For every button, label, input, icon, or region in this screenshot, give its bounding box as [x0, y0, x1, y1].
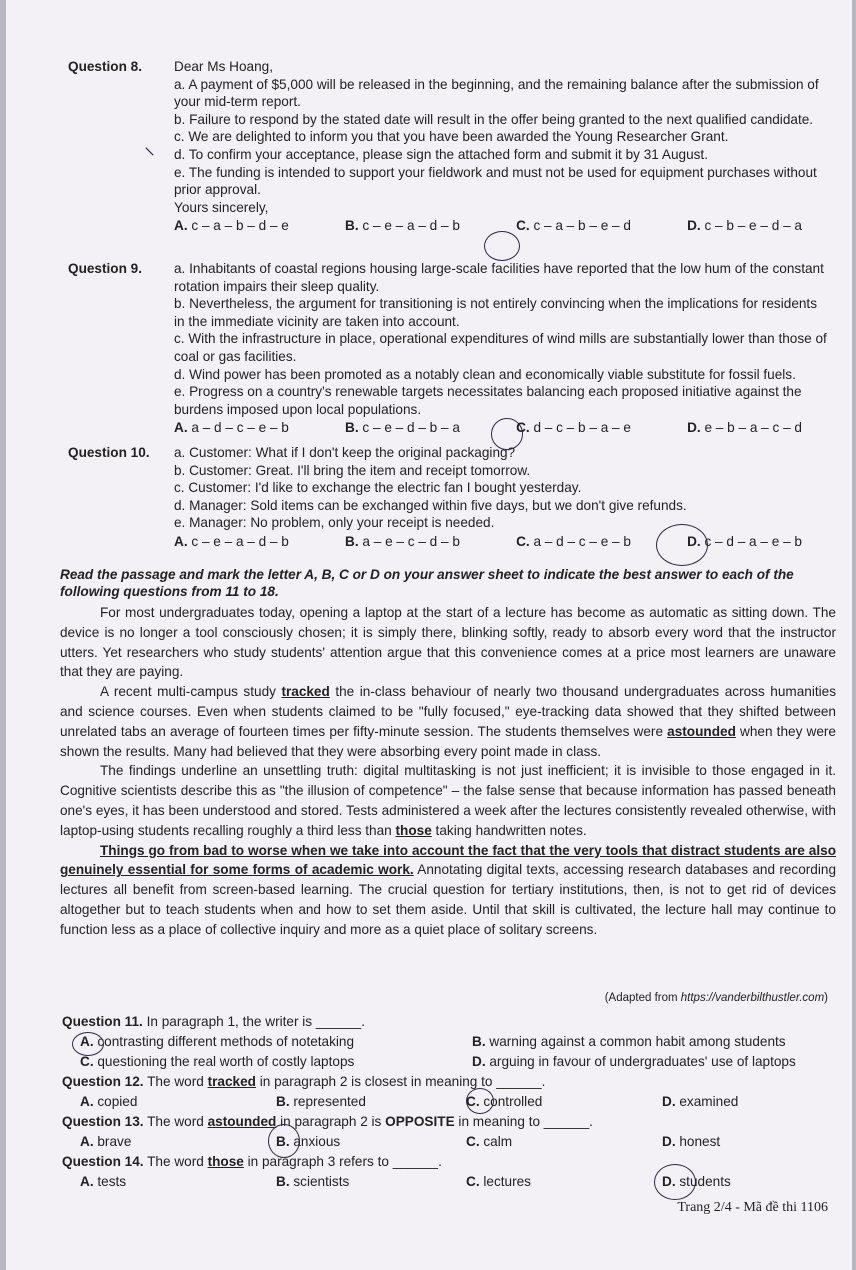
item-a: a. Customer: What if I don't keep the original packaging?	[174, 445, 516, 460]
option-b[interactable]: B. c – e – d – b – a	[345, 420, 460, 436]
pen-circle-q14	[654, 1164, 696, 1200]
question-12: Question 12. The word tracked in paragraph 2 is closest in meaning to ______.	[62, 1074, 546, 1089]
pen-circle-q10	[656, 524, 708, 566]
pen-circle-q11	[72, 1032, 104, 1056]
paragraph-1: For most undergraduates today, opening a laptop at the start of a lecture has become as automatic as sitting down. The device is no longer a tool consciously chosen; it is simply there, blinking softly, ready to absorb every word that the instructor utters. Yet researchers who study students' attention argue that this convenience comes at a price most learners are unaware that they are paying.	[60, 605, 836, 680]
option-a[interactable]: A. c – a – b – d – e	[174, 218, 289, 234]
q13-options	[62, 1132, 842, 1152]
keyword-those: those	[395, 822, 432, 838]
source-url: https://vanderbilthustler.com	[680, 992, 825, 1004]
q14-options	[62, 1172, 842, 1192]
q11-options	[62, 1032, 842, 1072]
pen-tick-mark: ⸌	[144, 143, 156, 168]
option-c[interactable]: C. a – d – c – e – b	[516, 533, 631, 549]
option-c[interactable]: C. d – c – b – a – e	[516, 420, 631, 436]
item-c: c. We are delighted to inform you that you have been awarded the Young Researcher Grant.	[174, 129, 729, 145]
option-a[interactable]: A. copied	[80, 1094, 138, 1109]
question-13: Question 13. The word astounded in paragraph 2 is OPPOSITE in meaning to ______.	[62, 1114, 593, 1129]
pen-circle-q12	[466, 1088, 494, 1114]
option-b[interactable]: B. anxious	[276, 1134, 341, 1149]
underlined-sentence: Things go from bad to worse when we take into account the fact that the very tools that distract students are also genuinely essential for some forms of academic work.	[60, 842, 836, 878]
paragraph-3: The findings underline an unsettling truth: digital multitasking is not just inefficient; it is invisible to those engaged in it. Cognitive scientists describe this as "the illusion of competence" – the false sense that because information has passed beneath one's eyes, it has been understood and stored. Tests administered a week after the lectures consistently revealed otherwise, with laptop-using students recalling roughly a third less than those taking handwritten notes.	[60, 763, 836, 838]
item-b: b. Nevertheless, the argument for transitioning is not entirely convincing when the implications for residents in the immediate vicinity are taken into account.	[174, 296, 818, 329]
options	[174, 217, 802, 235]
option-c[interactable]: C. questioning the real worth of costly laptops	[80, 1054, 355, 1069]
pen-circle-q9	[491, 418, 523, 450]
option-d[interactable]: D. examined	[662, 1094, 739, 1109]
item-b: b. Customer: Great. I'll bring the item and receipt tomorrow.	[174, 462, 531, 478]
closing: Yours sincerely,	[174, 199, 269, 215]
option-a[interactable]: A. c – e – a – d – b	[174, 533, 289, 549]
item-e: e. The funding is intended to support your fieldwork and must not be used for equipment purchases without prior approval.	[174, 164, 817, 198]
pen-circle-q13	[268, 1124, 300, 1158]
option-c[interactable]: C. calm	[466, 1134, 513, 1149]
option-d[interactable]: D. e – b – a – c – d	[687, 420, 802, 436]
question-10	[68, 444, 828, 551]
option-b[interactable]: B. represented	[276, 1094, 366, 1109]
keyword-tracked: tracked	[281, 684, 330, 700]
q12-options	[62, 1092, 842, 1112]
option-d[interactable]: D. students	[662, 1174, 731, 1189]
item-c: c. With the infrastructure in place, operational expenditures of wind mills are substantially lower than those of coal or gas facilities.	[174, 331, 827, 364]
option-a[interactable]: A. contrasting different methods of notetaking	[80, 1034, 355, 1049]
paragraph-2: A recent multi-campus study tracked the in-class behaviour of nearly two thousand undergraduates across humanities and science courses. Even when students claimed to be "fully focused," eye-tracking data showed that they shifted between unrelated tabs an average of fourteen times per fifty-minute session. The students themselves were astounded when they were shown the results. Many had believed that they were absorbing every point made in class.	[60, 684, 836, 759]
source-citation: (Adapted from https://vanderbilthustler.com)	[604, 992, 828, 1004]
option-a[interactable]: A. brave	[80, 1134, 132, 1149]
reading-passage	[60, 603, 836, 940]
paragraph-4: Things go from bad to worse when we take into account the fact that the very tools that distract students are also genuinely essential for some forms of academic work. Annotating digital texts, accessing research databases and recording lectures all benefit from screen-based learning. The crucial question for tertiary institutions, then, is not to get rid of devices altogether but to teach students when and how to set them aside. Until that skill is cultivated, the lecture hall may continue to function less as a place of collective inquiry and more as a quiet place of solitary screens.	[60, 842, 837, 937]
option-b[interactable]: B. a – e – c – d – b	[345, 533, 460, 549]
option-d[interactable]: D. arguing in favour of undergraduates' use of laptops	[472, 1054, 796, 1069]
item-b: b. Failure to respond by the stated date will result in the offer being granted to the next qualified candidate.	[174, 111, 814, 127]
option-c[interactable]: C. controlled	[466, 1094, 543, 1109]
exam-page	[6, 0, 852, 1270]
questions-11-14	[62, 1012, 842, 1192]
item-a: a. A payment of $5,000 will be released in the beginning, and the remaining balance after the submission of your mid-term report.	[174, 76, 819, 110]
option-a[interactable]: A. a – d – c – e – b	[174, 420, 289, 436]
question-9	[68, 260, 828, 437]
keyword-astounded: astounded	[667, 723, 736, 739]
item-c: c. Customer: I'd like to exchange the electric fan I bought yesterday.	[174, 480, 582, 496]
item-a: a. Inhabitants of coastal regions housing large-scale facilities have reported that the low hum of the constant rotation impairs their sleep quality.	[174, 261, 824, 294]
option-b[interactable]: B. warning against a common habit among students	[472, 1034, 786, 1049]
item-d: d. To confirm your acceptance, please sign the attached form and submit it by 31 August.	[174, 146, 708, 162]
reading-instruction: Read the passage and mark the letter A, B, C or D on your answer sheet to indicate the best answer to each of the following questions from 11 to 18.	[60, 567, 794, 599]
option-a[interactable]: A. tests	[80, 1174, 127, 1189]
salutation: Dear Ms Hoang,	[174, 59, 273, 74]
question-label: Question 9.	[68, 261, 143, 276]
page-footer: Trang 2/4 - Mã đề thi 1106	[677, 1200, 828, 1215]
item-e: e. Progress on a country's renewable targets necessitates balancing each proposed initiative against the burdens imposed upon local populations.	[174, 384, 802, 417]
option-c[interactable]: C. lectures	[466, 1174, 531, 1189]
option-d[interactable]: D. c – b – e – d – a	[687, 218, 802, 234]
item-d: d. Manager: Sold items can be exchanged within five days, but we don't give refunds.	[174, 497, 687, 513]
options	[174, 419, 802, 437]
option-c[interactable]: C. c – a – b – e – d	[516, 218, 631, 234]
pen-circle-q8	[484, 231, 520, 261]
question-11: Question 11. In paragraph 1, the writer is ______.	[62, 1014, 366, 1029]
item-e: e. Manager: No problem, only your receipt is needed.	[174, 515, 495, 531]
option-d[interactable]: D. honest	[662, 1134, 721, 1149]
question-label: Question 8.	[68, 59, 143, 74]
option-b[interactable]: B. c – e – a – d – b	[345, 218, 460, 234]
item-d: d. Wind power has been promoted as a notably clean and economically viable substitute for fossil fuels.	[174, 366, 796, 382]
question-label: Question 10.	[68, 445, 150, 460]
option-d[interactable]: D. c – d – a – e – b	[687, 533, 802, 549]
question-14: Question 14. The word those in paragraph 3 refers to ______.	[62, 1154, 442, 1169]
question-8	[68, 58, 828, 235]
option-b[interactable]: B. scientists	[276, 1174, 350, 1189]
